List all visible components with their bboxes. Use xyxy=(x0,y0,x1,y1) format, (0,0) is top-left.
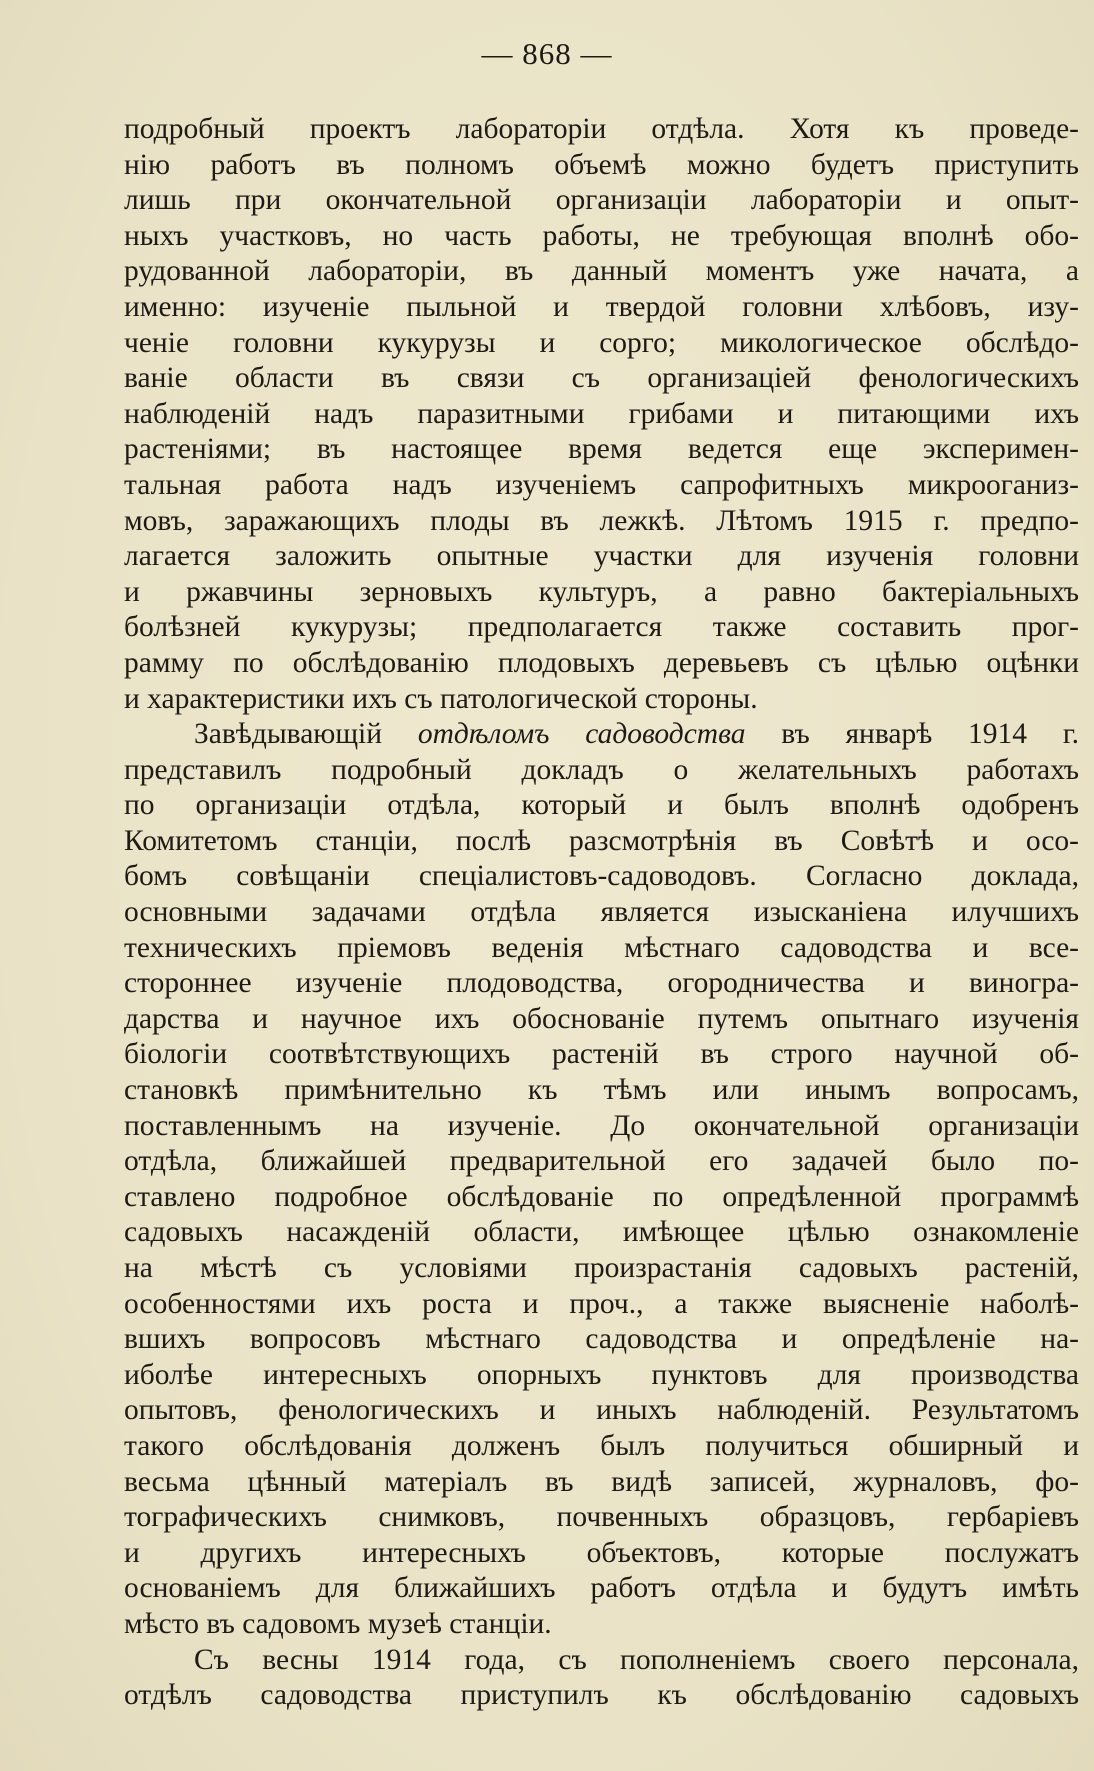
text-line: ставлено подробное обслѣдованіе по опредѣленной программѣ xyxy=(124,1180,1079,1213)
text-line: вшихъ вопросовъ мѣстнаго садоводства и опредѣленіе на- xyxy=(124,1323,1079,1356)
text-line: рудованной лабораторіи, въ данный моментъ уже начата, а xyxy=(124,255,1079,288)
text-line: растеніями; въ настоящее время ведется еще эксперимен- xyxy=(124,433,1079,466)
paragraph-2 xyxy=(124,717,1079,1642)
text-line: лагается заложить опытные участки для изученія головни xyxy=(124,540,1079,573)
text-line: поставленнымъ на изученіе. До окончательной организаціи xyxy=(124,1109,1079,1142)
body-text xyxy=(124,112,1079,1714)
text-line: ваніе области въ связи съ организаціей фенологическихъ xyxy=(124,362,1079,395)
text-line: Комитетомъ станціи, послѣ разсмотрѣнія въ Совѣтѣ и осо- xyxy=(124,824,1079,857)
text-line: мѣсто въ садовомъ музеѣ станціи. xyxy=(124,1607,552,1640)
text-line: тографическихъ снимковъ, почвенныхъ образцовъ, гербаріевъ xyxy=(124,1501,1079,1534)
text-line: наблюденій надъ паразитными грибами и питающими ихъ xyxy=(124,397,1079,430)
text-line: отдѣла, ближайшей предварительной его задачей было по- xyxy=(124,1145,1079,1178)
paragraph-1 xyxy=(124,112,1079,717)
text-line: тальная работа надъ изученіемъ сапрофитныхъ микрооганиз- xyxy=(124,468,1079,501)
text-line: отдѣлъ садоводства приступилъ къ обслѣдованію садовыхъ xyxy=(124,1679,1079,1712)
text-line: подробный проектъ лабораторіи отдѣла. Хотя къ проведе- xyxy=(124,113,1079,145)
text-line: и характеристики ихъ съ патологической стороны. xyxy=(124,682,758,715)
text-line: такого обслѣдованія долженъ былъ получиться обширный и xyxy=(124,1429,1079,1462)
text-line: основными задачами отдѣла является изысканіена илучшихъ xyxy=(124,896,1079,929)
text-line: рамму по обслѣдованію плодовыхъ деревьевъ съ цѣлью оцѣнки xyxy=(124,646,1079,679)
text-line: особенностями ихъ роста и проч., а также выясненіе наболѣ- xyxy=(124,1287,1079,1320)
text-line: опытовъ, фенологическихъ и иныхъ наблюденій. Результатомъ xyxy=(124,1394,1079,1427)
text-line: иболѣе интересныхъ опорныхъ пунктовъ для производства xyxy=(124,1358,1079,1391)
text-line: ныхъ участковъ, но часть работы, не требующая вполнѣ обо- xyxy=(124,219,1079,252)
text-line: на мѣстѣ съ условіями произрастанія садовыхъ растеній, xyxy=(124,1252,1079,1284)
text-line: становкѣ примѣнительно къ тѣмъ или инымъ вопросамъ, xyxy=(124,1074,1079,1107)
paragraph-3 xyxy=(124,1643,1079,1714)
text-line: и ржавчины зерновыхъ культуръ, а равно бактеріальныхъ xyxy=(124,575,1079,608)
text-line: основаніемъ для ближайшихъ работъ отдѣла и будутъ имѣть xyxy=(124,1572,1079,1605)
text-run: Завѣдывающій xyxy=(194,718,418,751)
text-line: садовыхъ насажденій области, имѣющее цѣлью ознакомленіе xyxy=(124,1216,1079,1249)
text-line: нію работъ въ полномъ объемѣ можно будетъ приступить xyxy=(124,148,1079,181)
page-number: — 868 — xyxy=(481,36,613,71)
text-line: ченіе головни кукурузы и сорго; микологическое обслѣдо- xyxy=(124,326,1079,359)
text-line: Съ весны 1914 года, съ пополненіемъ своего персонала, xyxy=(194,1643,1079,1676)
text-line: дарства и научное ихъ обоснованіе путемъ опытнаго изученія xyxy=(124,1002,1079,1035)
text-line: именно: изученіе пыльной и твердой головни хлѣбовъ, изу- xyxy=(124,290,1079,323)
text-line: представилъ подробный докладъ о желательныхъ работахъ xyxy=(124,753,1079,786)
text-line: мовъ, заражающихъ плоды въ лежкѣ. Лѣтомъ 1915 г. предпо- xyxy=(124,504,1079,537)
text-line: весьма цѣнный матеріалъ въ видѣ записей, журналовъ, фо- xyxy=(124,1465,1079,1498)
text-line: болѣзней кукурузы; предполагается также составить прог- xyxy=(124,611,1079,644)
section-emphasis: отдѣломъ садоводства xyxy=(417,718,746,751)
text-line: лишь при окончательной организаціи лабораторіи и опыт- xyxy=(124,184,1079,217)
text-line: и другихъ интересныхъ объектовъ, которые послужатъ xyxy=(124,1536,1079,1569)
text-line: техническихъ пріемовъ веденія мѣстнаго садоводства и все- xyxy=(124,931,1079,964)
text-run: въ январѣ 1914 г. xyxy=(745,718,1079,751)
text-line: по организаціи отдѣла, который и былъ вполнѣ одобренъ xyxy=(124,789,1079,822)
text-line: стороннее изученіе плодоводства, огородничества и виногра- xyxy=(124,967,1079,1000)
text-line xyxy=(124,717,1079,753)
text-line: бомъ совѣщаніи спеціалистовъ-садоводовъ. Согласно доклада, xyxy=(124,860,1079,893)
text-line: біологіи соотвѣтствующихъ растеній въ строго научной об- xyxy=(124,1038,1079,1071)
